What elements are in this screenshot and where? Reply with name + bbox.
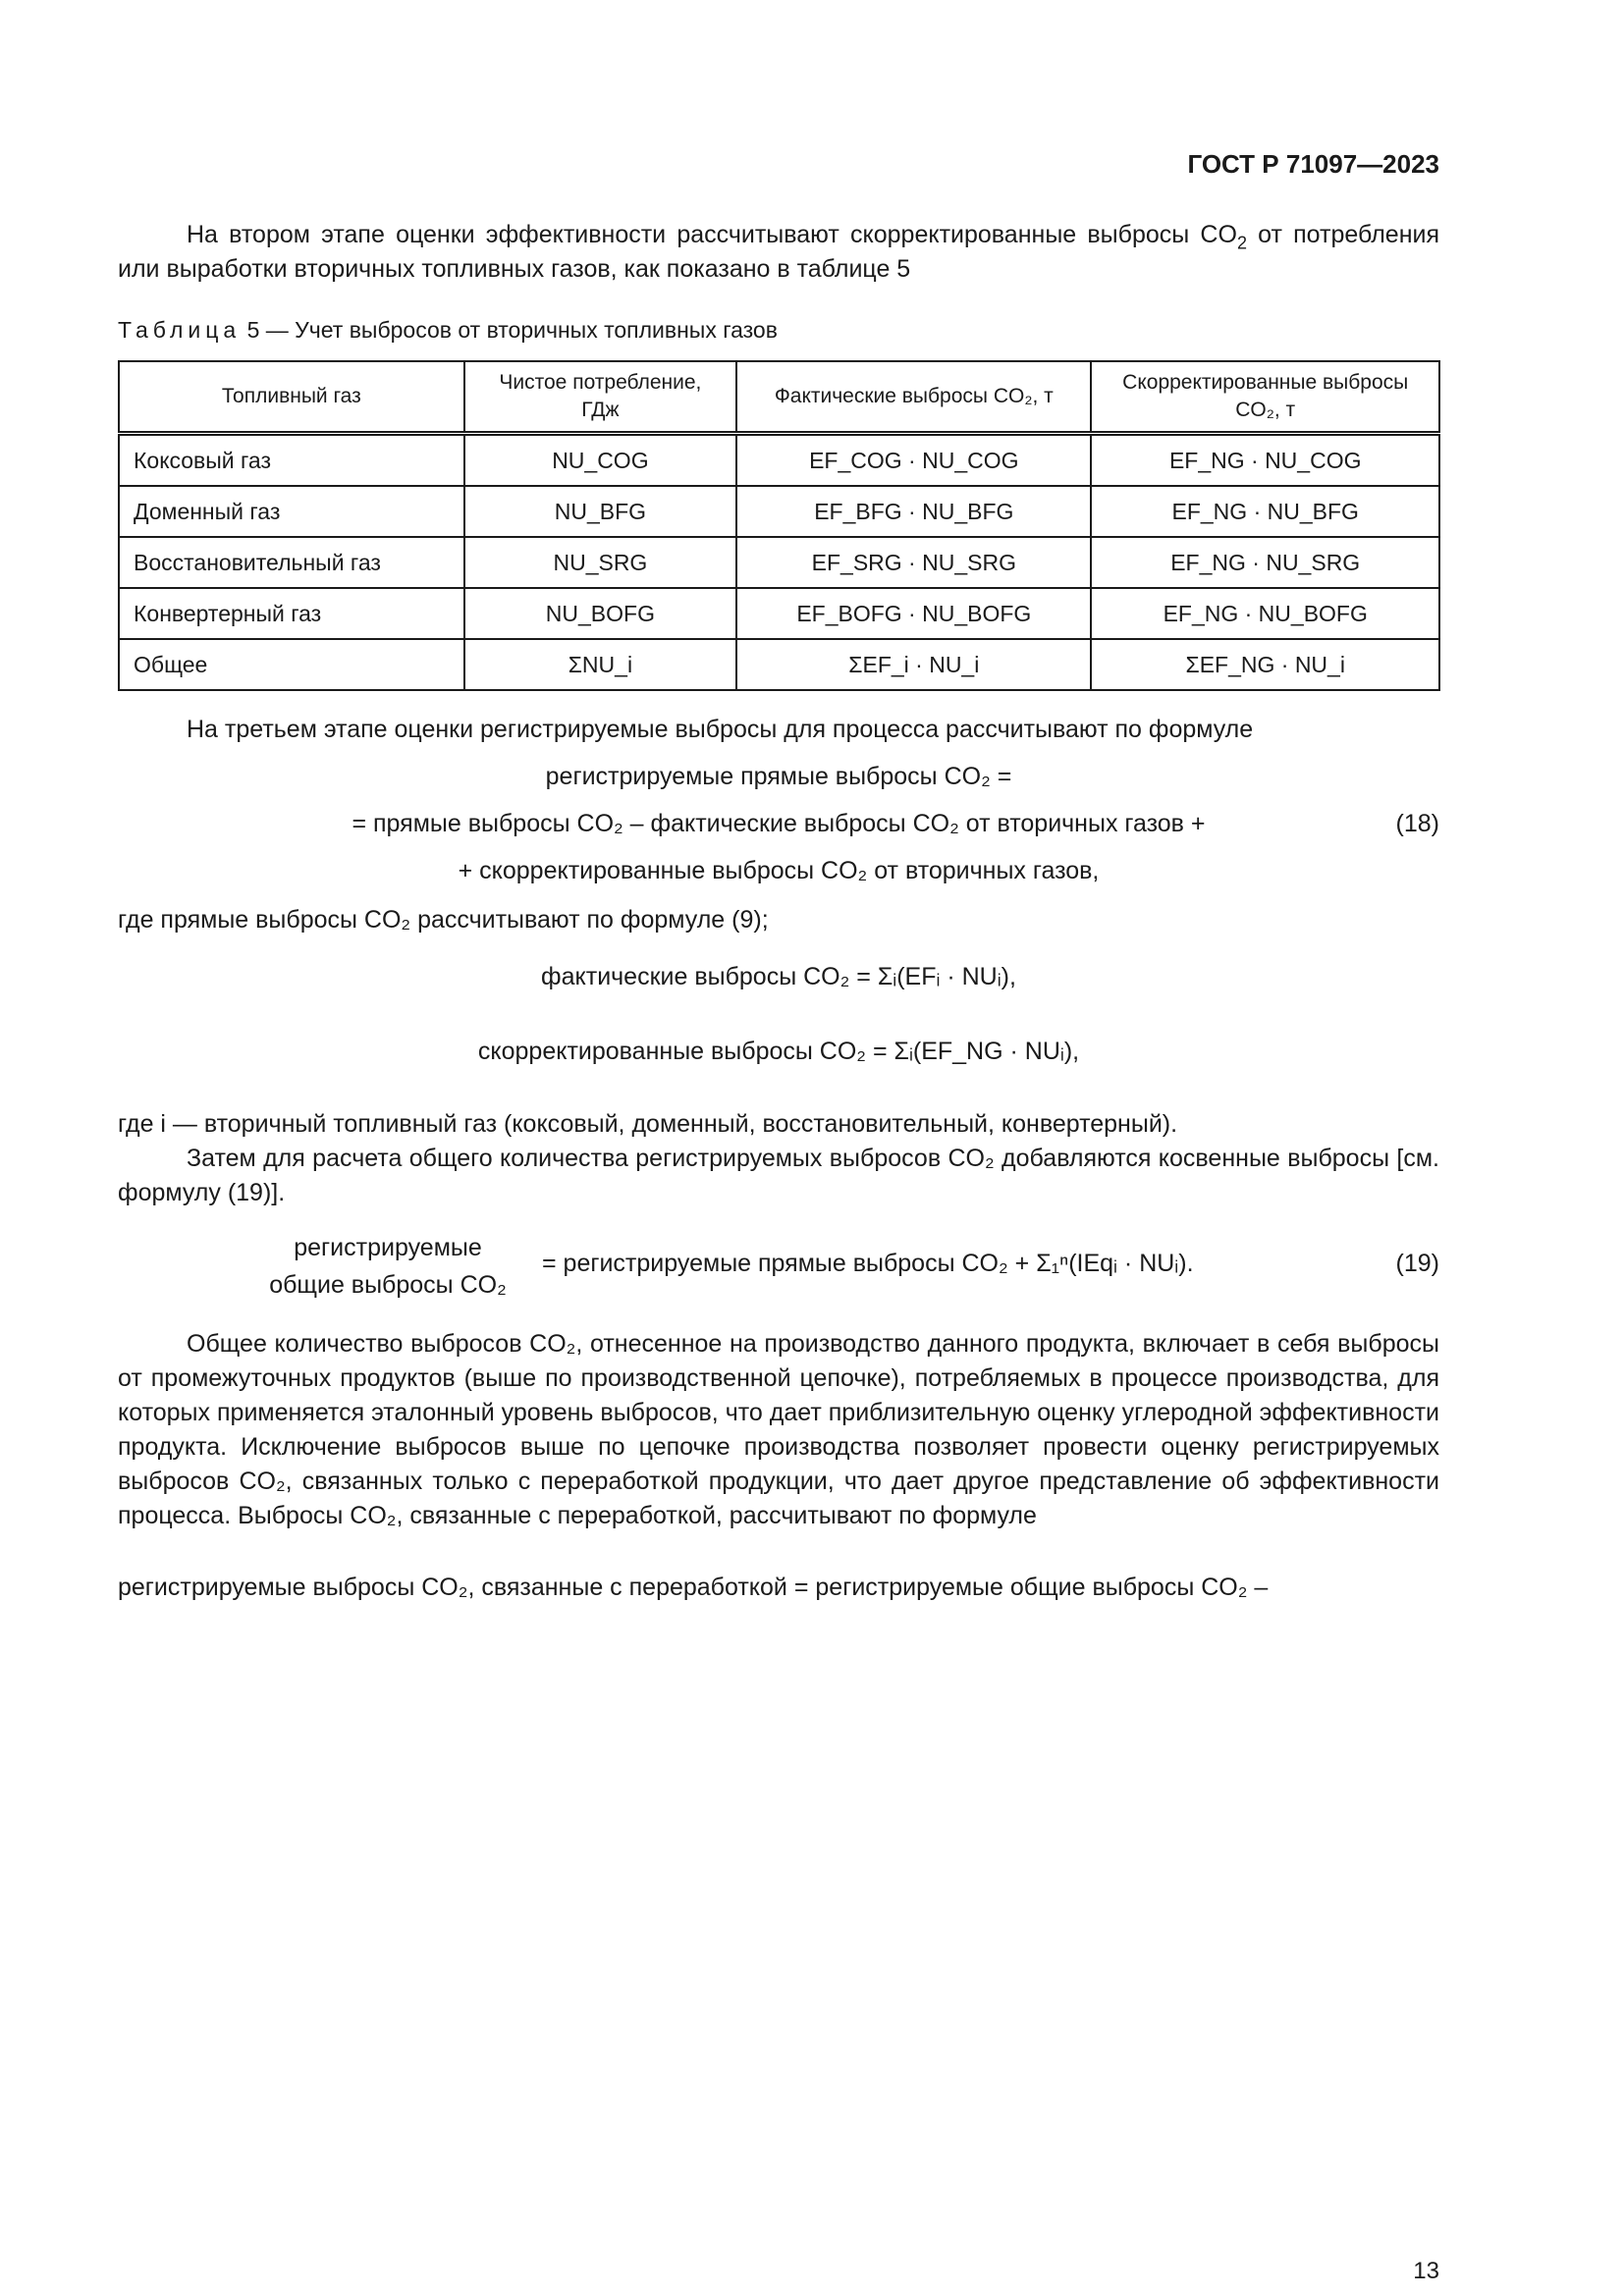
third-stage-paragraph: На третьем этапе оценки регистрируемые выбросы для процесса рассчитывают по формуле: [187, 716, 1254, 743]
formula-19-right: = регистрируемые прямые выбросы CO₂ + Σ₁ⁿ(IEqᵢ · NUᵢ).: [542, 1250, 1194, 1277]
table-cell: EF_BFG · NU_BFG: [736, 486, 1091, 537]
formula-18-line-2: = прямые выбросы CO₂ – фактические выбросы CO₂ от вторичных газов +: [352, 810, 1206, 837]
table-cell: NU_COG: [464, 434, 737, 487]
table-cell: EF_NG · NU_COG: [1091, 434, 1439, 487]
formula-19-number: (19): [1395, 1250, 1439, 1277]
formula-corrected-emissions: скорректированные выбросы CO₂ = Σᵢ(EF_NG · NUᵢ),: [477, 1038, 1080, 1065]
formula-19-left: [236, 1229, 540, 1304]
table-cell: Коксовый газ: [119, 434, 464, 487]
table-cell: ΣEF_NG · NU_i: [1091, 639, 1439, 690]
table-header-cell: Чистое потребление, ГДж: [464, 361, 737, 434]
table-cell: Восстановительный газ: [119, 537, 464, 588]
intro-paragraph: На втором этапе оценки эффективности рассчитывают скорректированные выбросы $CO_2$ от потребления или выработки вторичных топливных газов, как показано в таблице 5: [118, 221, 1440, 283]
formula-18-number: (18): [1395, 810, 1439, 837]
where-i-text: где i — вторичный топливный газ (коксовый, доменный, восстановительный, конвертерный).: [118, 1110, 1178, 1138]
table-row: [119, 434, 1439, 487]
table-cell: EF_SRG · NU_SRG: [736, 537, 1091, 588]
then-paragraph: Затем для расчета общего количества регистрируемых выбросов CO₂ добавляются косвенные выбросы [см. формулу (19)].: [118, 1145, 1439, 1206]
table-cell: NU_BFG: [464, 486, 737, 537]
formula-19-left-line-1: регистрируемые: [294, 1234, 482, 1261]
table-cell: NU_BOFG: [464, 588, 737, 639]
where-direct-text: где прямые выбросы CO₂ рассчитывают по формуле (9);: [118, 906, 769, 934]
table-cell: EF_BOFG · NU_BOFG: [736, 588, 1091, 639]
page-number: 13: [1413, 2258, 1439, 2284]
table-cell: Доменный газ: [119, 486, 464, 537]
total-emissions-paragraph: Общее количество выбросов CO₂, отнесенное на производство данного продукта, включает в себя выбросы от промежуточных продуктов (выше по производственной цепочке), потребляемых в процессе производства, для которых применяется эталонный уровень выбросов, что дает приблизительную оценку углеродной эффективности продукта. Исключение выбросов выше по цепочке производства позволяет провести оценку регистрируемых выбросов CO₂, связанных только с переработкой продукции, что дает другое представление об эффективности процесса. Выбросы CO₂, связанные с переработкой, рассчитывают по формуле: [118, 1330, 1439, 1529]
table-row: [119, 639, 1439, 690]
table-cell: ΣNU_i: [464, 639, 737, 690]
table-row: [119, 588, 1439, 639]
formula-20-line-1: регистрируемые выбросы CO₂, связанные с переработкой = регистрируемые общие выбросы CO₂ –: [118, 1574, 1269, 1601]
table-row: [119, 486, 1439, 537]
formula-19-left-line-2: общие выбросы CO₂: [269, 1271, 507, 1299]
table-header-cell: Скорректированные выбросы CO₂, т: [1091, 361, 1439, 434]
table-header-cell: Фактические выбросы CO₂, т: [736, 361, 1091, 434]
table-cell: Конвертерный газ: [119, 588, 464, 639]
emissions-table: [118, 360, 1440, 691]
table-row: [119, 537, 1439, 588]
table-cell: ΣEF_i · NU_i: [736, 639, 1091, 690]
formula-18-line-1: регистрируемые прямые выбросы CO₂ =: [545, 763, 1012, 790]
formula-actual-emissions: фактические выбросы CO₂ = Σᵢ(EFᵢ · NUᵢ),: [541, 963, 1016, 990]
table-caption: Таблица 5 — Учет выбросов от вторичных топливных газов: [118, 317, 778, 343]
table-cell: EF_NG · NU_BFG: [1091, 486, 1439, 537]
table-cell: Общее: [119, 639, 464, 690]
formula-18-line-3: + скорректированные выбросы CO₂ от вторичных газов,: [458, 857, 1100, 884]
table-cell: EF_NG · NU_SRG: [1091, 537, 1439, 588]
table-cell: NU_SRG: [464, 537, 737, 588]
table-header-row: [119, 361, 1439, 434]
table-cell: EF_NG · NU_BOFG: [1091, 588, 1439, 639]
table-cell: EF_COG · NU_COG: [736, 434, 1091, 487]
table-header-cell: Топливный газ: [119, 361, 464, 434]
document-code: ГОСТ Р 71097—2023: [1187, 149, 1439, 179]
